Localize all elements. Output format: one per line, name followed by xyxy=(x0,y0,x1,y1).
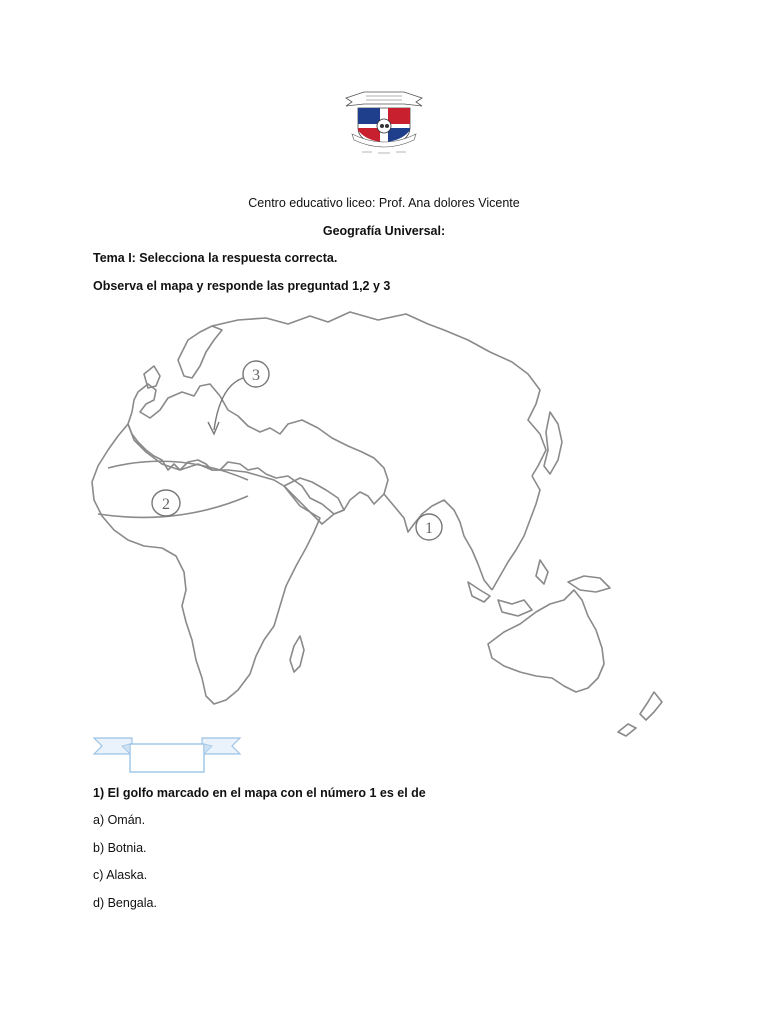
subject-title: Geografía Universal: xyxy=(322,224,446,238)
scandinavia-outline xyxy=(178,326,222,378)
section-heading: Tema I: Selecciona la respuesta correcta. xyxy=(93,251,338,265)
northern-coast-outline xyxy=(212,312,546,476)
option-d: d) Bengala. xyxy=(93,896,157,910)
question-text: El golfo marcado en el mapa con el número 1 es el de xyxy=(104,786,426,800)
map-instruction: Observa el mapa y responde las preguntad 1,2 y 3 xyxy=(93,279,391,293)
marker-2-label: 2 xyxy=(162,496,170,513)
madagascar-outline xyxy=(290,636,304,672)
new-zealand-outline xyxy=(618,692,662,736)
australia-outline xyxy=(488,590,604,692)
marker-3-label: 3 xyxy=(252,367,260,384)
marker-3-arrowhead xyxy=(208,422,219,434)
marker-1-label: 1 xyxy=(425,520,433,537)
japan-outline xyxy=(544,412,562,474)
decorative-banner xyxy=(92,732,242,776)
east-asia-outline xyxy=(492,476,540,590)
option-a: a) Omán. xyxy=(93,813,146,827)
britain-outline xyxy=(144,366,160,388)
arabia-outline xyxy=(284,478,344,524)
south-asia-outline xyxy=(384,494,492,590)
eurasia-outline xyxy=(128,384,388,514)
question-1 xyxy=(93,785,426,801)
school-name: Centro educativo liceo: Prof. Ana dolores Vicente xyxy=(248,196,520,210)
world-map xyxy=(88,300,688,745)
option-c: c) Alaska. xyxy=(93,868,148,882)
option-b: b) Botnia. xyxy=(93,841,147,855)
question-number: 1) xyxy=(93,786,105,800)
school-logo xyxy=(342,84,426,156)
